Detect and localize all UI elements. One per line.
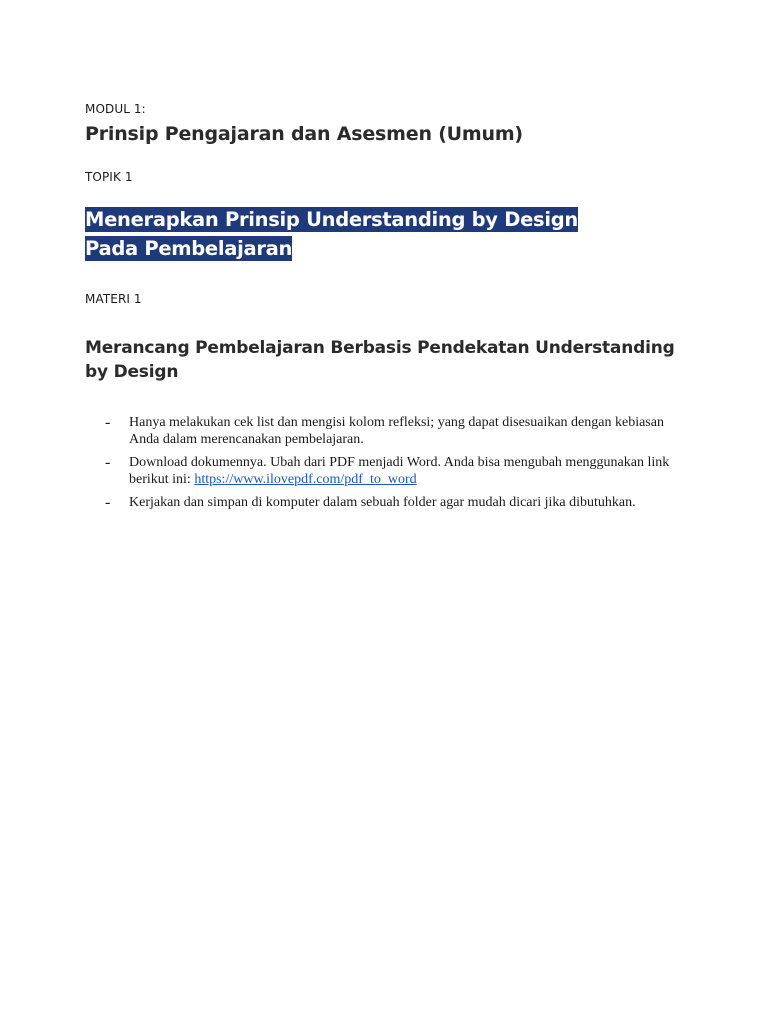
topic-title	[85, 205, 625, 263]
list-item-text: Download dokumennya. Ubah dari PDF menjadi Word. Anda bisa mengubah menggunakan link berikut ini:	[129, 455, 670, 487]
dash-bullet-icon: -	[105, 494, 111, 511]
list-item-text: Hanya melakukan cek list dan mengisi kolom refleksi; yang dapat disesuaikan dengan kebiasan Anda dalam merencanakan pembelajaran.	[129, 415, 664, 447]
list-item	[105, 494, 695, 511]
ilovepdf-link[interactable]: https://www.ilovepdf.com/pdf_to_word	[194, 472, 417, 487]
materi-label: MATERI 1	[85, 292, 142, 306]
instruction-list	[105, 414, 695, 517]
list-item-text: Kerjakan dan simpan di komputer dalam sebuah folder agar mudah dicari jika dibutuhkan.	[129, 495, 636, 510]
topic-label: TOPIK 1	[85, 170, 133, 184]
dash-bullet-icon: -	[105, 454, 111, 471]
module-title: Prinsip Pengajaran dan Asesmen (Umum)	[85, 123, 523, 145]
list-item	[105, 414, 695, 448]
materi-title: Merancang Pembelajaran Berbasis Pendekatan Understanding by Design	[85, 338, 675, 382]
dash-bullet-icon: -	[105, 414, 111, 431]
topic-title-highlight: Menerapkan Prinsip Understanding by Design Pada Pembelajaran	[85, 208, 578, 260]
list-item	[105, 454, 695, 488]
module-label: MODUL 1:	[85, 102, 146, 116]
